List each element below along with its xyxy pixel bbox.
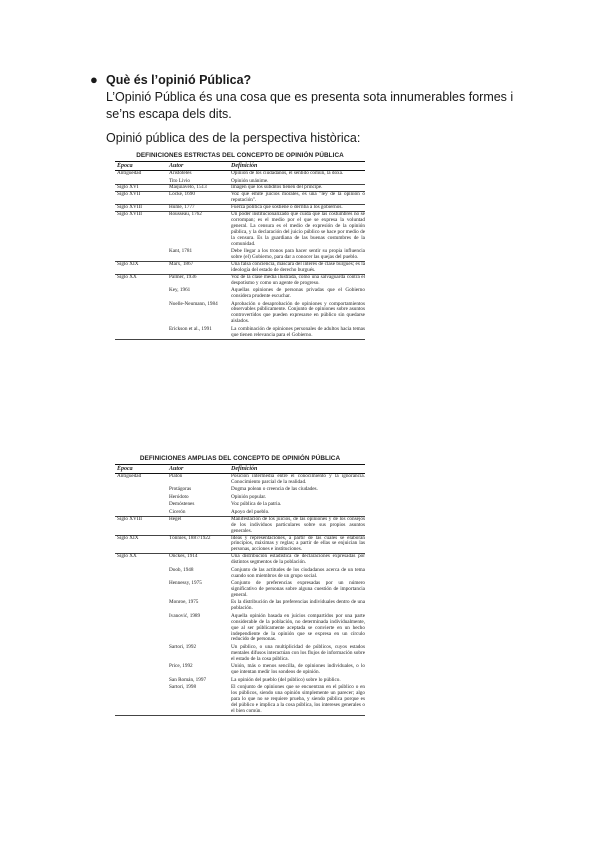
table-group [115, 171, 365, 185]
table-row [115, 275, 365, 287]
table-row [115, 568, 365, 580]
definition-cell: Un poder institucionalizado que cuida que las costumbres no se corrompan; es el medio por el que se expresa la voluntad general. La censura es el medio de expresión de la opinión pública, y la declaración del juicio público se hace por medio de la censura. Es la guardiana de las buenas costumbres de la comunidad. [231, 211, 365, 247]
author-cell: Palmer, 1936 [169, 273, 197, 280]
table-group [115, 474, 365, 517]
era-cell: Siglo XVIII [117, 204, 142, 211]
broad-definitions-table [115, 455, 365, 716]
author-cell: Key, 1961 [169, 287, 191, 294]
table-row [115, 517, 365, 535]
author-cell: Tönnies, 1887/1922 [169, 534, 211, 541]
intro-paragraph: L’Opinió Pública és una cosa que es presenta sota innumerables formes i se’ns escapa dels dits. [106, 90, 514, 121]
author-cell: San Román, 1997 [169, 676, 207, 683]
table-title: DEFINICIONES ESTRICTAS DEL CONCEPTO DE OPINIÓN PÚBLICA [136, 152, 344, 159]
definition-cell: Aquella opinión basada en juicios compartidos por una parte considerable de la población, no determinada individualmente, que al ser públicamente aceptada se convierte en un hecho independiente de la opinión que se expresa en un círculo reducido de personas. [231, 612, 365, 643]
author-cell: Erickson et al., 1991 [169, 325, 212, 332]
era-cell [115, 487, 169, 493]
definition-cell: Opinión popular. [231, 493, 267, 500]
table-row [115, 288, 365, 300]
table-row [115, 487, 365, 493]
era-cell [115, 502, 169, 508]
author-cell: Price, 1992 [169, 663, 193, 670]
definition-cell: Opinión de los ciudadanos, el sentido común, la doxa. [231, 170, 344, 176]
definition-cell: Una distribución estadística de declaraciones expresadas por distintos segmentos de la población. [231, 553, 365, 566]
table-group [115, 262, 365, 275]
author-cell: Doob, 1948 [169, 566, 194, 573]
author-cell: Hume, 1777 [169, 204, 195, 211]
era-cell [115, 645, 169, 663]
table-row [115, 327, 365, 339]
table-row [115, 600, 365, 612]
table-row [115, 249, 365, 261]
author-cell: Heródoto [169, 493, 189, 500]
author-cell: Sartori, 1998 [169, 684, 197, 691]
era-cell [115, 327, 169, 339]
author-cell: Monroe, 1975 [169, 599, 199, 606]
era-cell: Siglo XVI [117, 184, 139, 191]
table-row [115, 502, 365, 508]
bullet-item [92, 72, 532, 87]
definition-cell: Aquellas opiniones de personas privadas que el Gobierno considera prudente escuchar. [231, 287, 365, 299]
question-heading: Què és l’opinió Pública? [106, 73, 252, 87]
era-cell: Siglo XVIII [117, 211, 142, 218]
column-header: Época [117, 466, 133, 472]
definition-cell: La combinación de opiniones personales de adultos hacia temas que tienen relevancia para el Gobierno. [231, 325, 365, 338]
author-cell: Kant, 1781 [169, 248, 193, 255]
era-cell [115, 614, 169, 644]
table-row [115, 678, 365, 684]
definition-cell: Aprobación o desaprobación de opiniones y comportamientos observables públicamente. Conjunto de opiniones sobre asuntos controvertidos que pueden expresarse en público sin quedarse aislados. [231, 300, 365, 325]
definition-cell: Es la distribución de las preferencias individuales dentro de una población. [231, 599, 365, 612]
definition-cell: Voz que emite juicios morales, es una "ley de la opinión o reputación". [231, 191, 365, 204]
author-cell: Aristóteles [169, 170, 192, 176]
definition-cell: Voz de la clase media ilustrada, como una salvaguarda contra el despotismo y como un agente de progreso. [231, 273, 365, 286]
era-cell: Siglo XIX [117, 260, 139, 267]
definition-cell: La opinión del pueblo (del público) sobre lo público. [231, 676, 341, 683]
era-cell [115, 568, 169, 580]
column-header: Definición [231, 163, 258, 169]
definition-cell: Posición intermedia entre el conocimiento y la ignorancia. Conocimiento parcial de la realidad. [231, 473, 365, 485]
definition-cell: Una falsa conciencia, máscara del interés de clase burgués; es la ideología del estado de derecho burgués. [231, 260, 365, 273]
table-group [115, 517, 365, 536]
era-cell [115, 685, 169, 715]
author-cell: Demóstenes [169, 501, 195, 508]
table-row [115, 614, 365, 644]
table-row [115, 262, 365, 274]
definition-cell: Manifestación de los juicios, de las opiniones y de los consejos de los individuos particulares sobre sus propios asuntos generales. [231, 515, 365, 534]
era-cell [115, 510, 169, 516]
author-cell: Tito Livio [169, 177, 190, 184]
table-row [115, 645, 365, 663]
definition-cell: Conjunto de preferencias expresadas por un número significativo de personas sobre alguna cuestión de importancia general. [231, 580, 365, 598]
era-cell: Siglo XVIII [117, 515, 142, 522]
author-cell: Rousseau, 1762 [169, 211, 202, 218]
table-group [115, 212, 365, 262]
table-row [115, 510, 365, 516]
bullet-icon: ● [90, 72, 98, 87]
historical-intro: Opinió pública des de la perspectiva històrica: [106, 131, 361, 145]
table-title: DEFINICIONES AMPLIAS DEL CONCEPTO DE OPINIÓN PÚBLICA [139, 455, 341, 462]
question-block [92, 72, 532, 123]
era-cell: Antigüedad [117, 170, 142, 176]
table-row [115, 664, 365, 676]
definition-cell: Dogma polean o creencia de las ciudades. [231, 486, 318, 493]
table-row [115, 302, 365, 326]
table-group [115, 536, 365, 555]
era-cell [115, 249, 169, 261]
author-cell: Cicerón [169, 508, 186, 515]
definition-cell: Imagen que los súbditos tienen del príncipe. [231, 184, 323, 191]
era-cell: Siglo XX [117, 553, 137, 560]
author-cell: Marx, 1867 [169, 260, 194, 267]
table-row [115, 581, 365, 599]
author-cell: Protágoras [169, 486, 192, 493]
table-row [115, 554, 365, 566]
definition-cell: Apoyo del pueblo. [231, 508, 270, 515]
author-cell: Ivanović, 1989 [169, 612, 201, 619]
author-cell: Maquiavelo, 1513 [169, 184, 207, 191]
era-cell [115, 600, 169, 612]
era-cell: Antigüedad [117, 473, 142, 479]
era-cell [115, 678, 169, 684]
author-cell: Locke, 1690 [169, 191, 195, 198]
definition-cell: Ideas y representaciones, a partir de las cuales se elaboran principios, máximas y reglas; a partir de ellas se enjuician las personas, acciones e instituciones. [231, 534, 365, 553]
table-row [115, 536, 365, 554]
era-cell [115, 302, 169, 326]
author-cell: Sartori, 1992 [169, 643, 197, 650]
column-header: Época [117, 163, 133, 169]
table-row [115, 212, 365, 247]
definition-cell: Debe llegar a los tronos para hacer sentir su propia influencia sobre (el) Gobierno, para dar a conocer las quejas del pueblo. [231, 248, 365, 260]
definition-cell: El conjunto de opiniones que se encuentran en el público o en los públicos, siendo una opinión simplemente un parecer; algo para lo que no se requiere prueba, y siendo pública porque es del público e implica a la cosa pública, los intereses generales o el bien común. [231, 684, 365, 714]
definition-cell: Fuerza política que sostiene o derriba a los gobiernos. [231, 204, 343, 211]
table-row [115, 474, 365, 486]
column-header: Definición [231, 466, 258, 472]
table-row [115, 685, 365, 715]
table-row [115, 495, 365, 501]
era-cell: Siglo XX [117, 273, 137, 280]
table-group [115, 275, 365, 340]
era-cell [115, 664, 169, 676]
author-cell: Hennessy, 1975 [169, 580, 202, 587]
author-cell: Hegel [169, 515, 182, 522]
definition-cell: Voz pública de la patria. [231, 501, 282, 508]
author-cell: Platón [169, 473, 183, 479]
author-cell: Noelle-Neumann, 1984 [169, 300, 218, 307]
author-cell: Onckes, 1914 [169, 553, 198, 560]
era-cell [115, 288, 169, 300]
definition-cell: Opinión unánime. [231, 177, 269, 184]
table-row [115, 171, 365, 177]
strict-definitions-table [115, 152, 365, 340]
column-header: Autor [169, 466, 184, 472]
era-cell: Siglo XVII [117, 191, 141, 198]
table-row [115, 192, 365, 204]
table-group [115, 554, 365, 715]
era-cell: Siglo XIX [117, 534, 139, 541]
definition-cell: Unión, más o menos sencilla, de opiniones individuales, o lo que intentan medir los sondeos de opinión. [231, 663, 365, 676]
era-cell [115, 495, 169, 501]
definition-cell: Conjunto de las actitudes de los ciudadanos acerca de un tema cuando son miembros de un grupo social. [231, 566, 365, 579]
column-header: Autor [169, 163, 184, 169]
definition-cell: Un público, o una multiplicidad de públicos, cuyos estados mentales difusos interactúan con los flujos de información sobre el estado de la cosa pública. [231, 643, 365, 662]
era-cell [115, 581, 169, 599]
